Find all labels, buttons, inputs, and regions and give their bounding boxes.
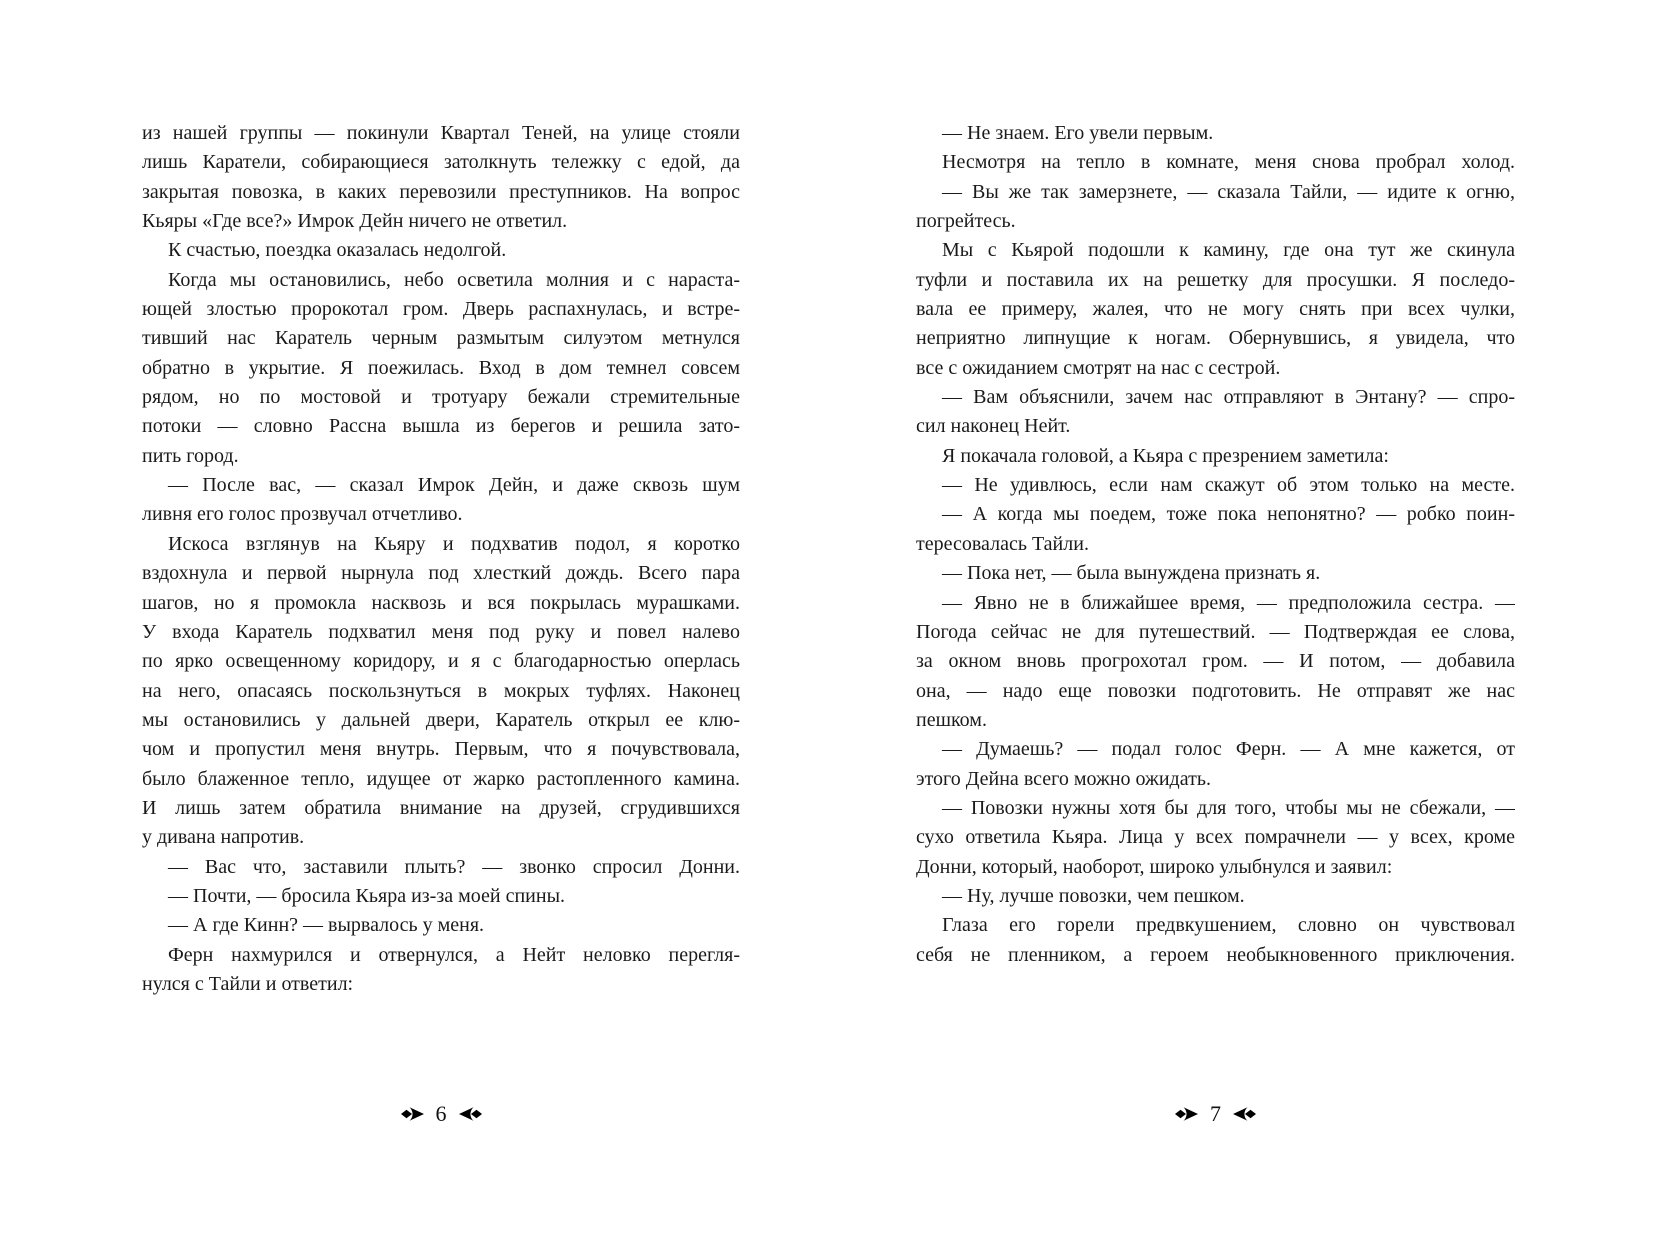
text-line: Ферн нахмурился и отвернулся, а Нейт неловко перегля- (168, 943, 740, 966)
page-right-folio (916, 1098, 1515, 1130)
text-line: лишь Каратели, собирающиеся затолкнуть тележку с едой, да (142, 151, 740, 174)
text-line: — Думаешь? — подал голос Ферн. — А мне кажется, от (942, 738, 1515, 761)
fleuron-arrow-left-icon (1232, 1106, 1257, 1122)
fleuron-arrow-right-icon (400, 1106, 425, 1122)
text-line: тивший нас Каратель черным размытым силуэтом метнулся (142, 327, 740, 350)
text-line: обратно в укрытие. Я поежилась. Вход в дом темнел совсем (142, 356, 740, 379)
text-line: шагов, но я промокла насквозь и вся покрылась мурашками. (142, 591, 740, 614)
text-line: сухо ответила Кьяра. Лица у всех помрачнели — у всех, кроме (916, 826, 1515, 849)
text-line: Искоса взглянув на Кьяру и подхватив подол, я коротко (168, 532, 740, 555)
text-line: вздохнула и первой нырнула под хлесткий дождь. Всего пара (142, 562, 740, 585)
text-line: Донни, который, наоборот, широко улыбнулся и заявил: (916, 855, 1393, 878)
text-line: У входа Каратель подхватил меня под руку и повел налево (142, 620, 740, 643)
text-line: — Вы же так замерзнете, — сказала Тайли, — идите к огню, (942, 180, 1515, 203)
text-line: неприятно липнущие к ногам. Обернувшись, я увидела, что (916, 327, 1515, 350)
text-line: рядом, но по мостовой и тротуару бежали стремительные (142, 386, 740, 409)
page-number: 6 (435, 1101, 447, 1126)
text-line: — Явно не в ближайшее время, — предположила сестра. — (942, 591, 1515, 614)
text-line: нулся с Тайли и ответил: (142, 972, 354, 995)
text-line: потоки — словно Рассна вышла из берегов и решила зато- (142, 415, 740, 438)
text-line: погрейтесь. (916, 210, 1016, 233)
page-number: 7 (1210, 1101, 1221, 1126)
text-line: — После вас, — сказал Имрок Дейн, и даже сквозь шум (168, 474, 740, 497)
text-line: туфли и поставила их на решетку для просушки. Я последо- (916, 268, 1515, 291)
text-line: Я покачала головой, а Кьяра с презрением заметила: (942, 444, 1389, 467)
text-line: — А где Кинн? — вырвалось у меня. (168, 914, 485, 937)
text-line: Несмотря на тепло в комнате, меня снова пробрал холод. (942, 151, 1515, 174)
page-left-text-column (142, 119, 740, 999)
text-line: пешком. (916, 708, 987, 731)
text-line: — Повозки нужны хотя бы для того, чтобы мы не сбежали, — (942, 796, 1515, 819)
text-line: вала ее примеру, жалея, что не могу снять при всех чулки, (916, 298, 1515, 321)
text-line: пить город. (142, 444, 239, 467)
text-line: — Пока нет, — была вынуждена признать я. (942, 562, 1321, 585)
page-right-text-column (916, 119, 1515, 970)
text-line: все с ожиданием смотрят на нас с сестрой. (916, 356, 1281, 379)
text-line: — А когда мы поедем, тоже пока непонятно? — робко поин- (942, 503, 1515, 526)
fleuron-arrow-left-icon (458, 1106, 483, 1122)
text-line: — Вам объяснили, зачем нас отправляют в Энтану? — спро- (942, 386, 1515, 409)
page-left-folio (142, 1098, 740, 1130)
text-line: по ярко освещенному коридору, и я с благодарностью оперлась (142, 650, 740, 673)
fleuron-arrow-right-icon (1174, 1106, 1199, 1122)
text-line: Глаза его горели предвкушением, словно он чувствовал (942, 914, 1515, 937)
text-line: — Не удивлюсь, если нам скажут об этом только на месте. (942, 474, 1515, 497)
text-line: она, — надо еще повозки подготовить. Не отправят же нас (916, 679, 1515, 702)
text-line: на него, опасаясь поскользнуться в мокрых туфлях. Наконец (142, 679, 740, 702)
text-line: Мы с Кьярой подошли к камину, где она тут же скинула (942, 239, 1515, 262)
text-line: ливня его голос прозвучал отчетливо. (142, 503, 463, 526)
text-line: Погода сейчас не для путешествий. — Подтверждая ее слова, (916, 620, 1515, 643)
text-line: этого Дейна всего можно ожидать. (916, 767, 1211, 790)
text-line: чом и пропустил меня внутрь. Первым, что я почувствовала, (142, 738, 740, 761)
text-line: Когда мы остановились, небо осветила молния и с нараста- (168, 268, 740, 291)
text-line: тересовалась Тайли. (916, 532, 1089, 555)
text-line: было блаженное тепло, идущее от жарко растопленного камина. (142, 767, 740, 790)
text-line: мы остановились у дальней двери, Каратель открыл ее клю- (142, 708, 740, 731)
text-line: — Не знаем. Его увели первым. (942, 122, 1214, 144)
text-line: из нашей группы — покинули Квартал Теней, на улице стояли (142, 122, 740, 144)
text-line: — Ну, лучше повозки, чем пешком. (942, 884, 1245, 907)
text-line: Кьяры «Где все?» Имрок Дейн ничего не ответил. (142, 210, 568, 233)
text-line: — Почти, — бросила Кьяра из-за моей спины. (168, 884, 566, 907)
text-line: ющей злостью пророкотал гром. Дверь распахнулась, и встре- (142, 298, 740, 321)
text-line: И лишь затем обратила внимание на друзей, сгрудившихся (142, 796, 740, 819)
text-line: закрытая повозка, в каких перевозили преступников. На вопрос (142, 180, 740, 203)
text-line: за окном вновь прогрохотал гром. — И потом, — добавила (916, 650, 1515, 673)
text-line: — Вас что, заставили плыть? — звонко спросил Донни. (168, 855, 740, 878)
text-line: себя не пленником, а героем необыкновенного приключения. (916, 943, 1515, 966)
text-line: у дивана напротив. (142, 826, 305, 849)
text-line: К счастью, поездка оказалась недолгой. (168, 239, 507, 262)
text-line: сил наконец Нейт. (916, 415, 1071, 438)
